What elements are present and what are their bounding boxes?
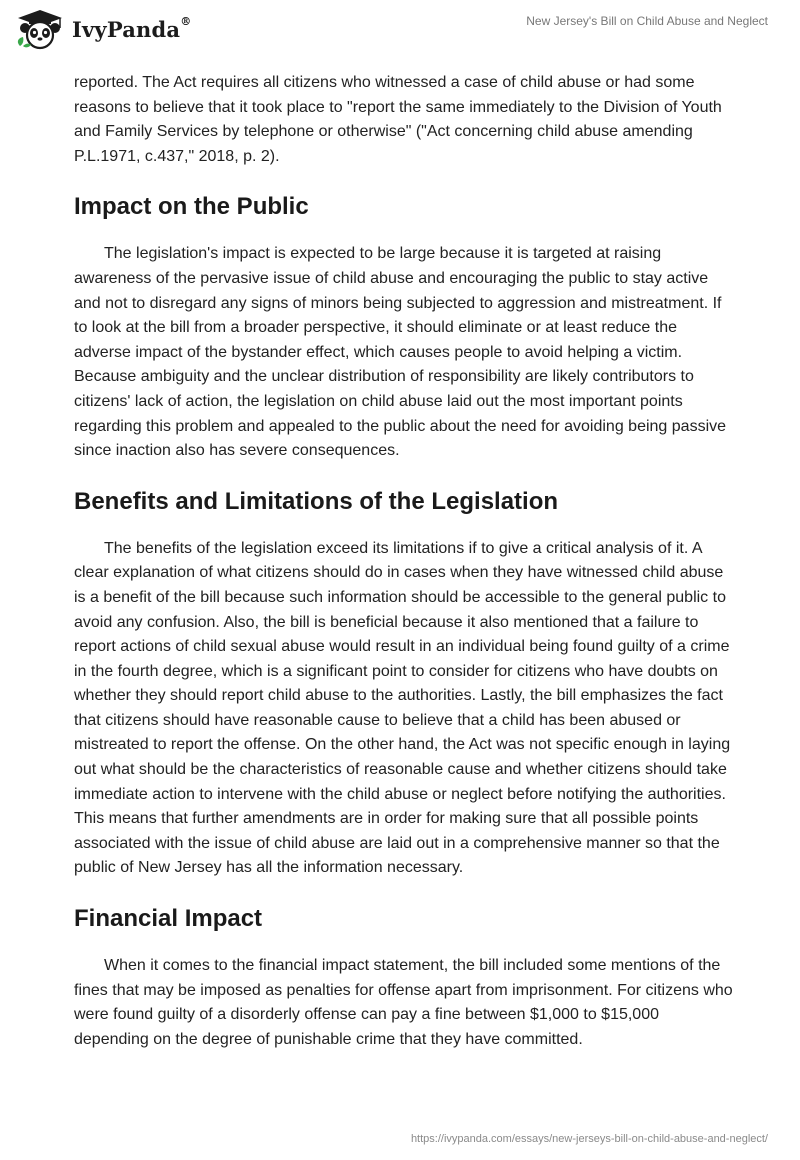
section-paragraph-benefits-limitations: The benefits of the legislation exceed its limitations if to give a critical analysis of it. A clear explanation of what citizens should do in cases when they have witnessed child abuse is a benefit of the bill because such information should be accessible to the general public to avoid any confusion. Also, the bill is beneficial because it also mentioned that a failure to report actions of child sexual abuse would result in an individual being found guilty of a crime in the fourth degree, which is a significant point to consider for citizens who have doubts on whether they should report child abuse to the authorities. Lastly, the bill emphasizes the fact that citizens should have reasonable cause to believe that a child has been abused or mistreated to report the offense. On the other hand, the Act was not specific enough in laying out what should be the characteristics of reasonable cause and whether citizens should take immediate action to intervene with the child abuse or neglect before notifying the authorities. This means that further amendments are in order for making sure that all possible points associated with the issue of child abuse are laid out in a comprehensive manner so that the public of New Jersey has all the information necessary. [74, 539, 731, 877]
ivypanda-logo[interactable] [14, 8, 191, 50]
intro-paragraph: reported. The Act requires all citizens who witnessed a case of child abuse or had some reasons to believe that it took place to "report the same immediately to the Division of Youth and Family Services by telephone or otherwise" ("Act concerning child abuse amending P.L.1971, c.437," 2018, p. 2). [74, 74, 722, 165]
section-heading-benefits-limitations: Benefits and Limitations of the Legislation [74, 487, 559, 515]
page-header [0, 0, 800, 70]
essay-body [74, 71, 734, 1052]
logo-wordmark: IvyPanda® [72, 14, 192, 42]
section-paragraph-financial-impact: When it comes to the financial impact statement, the bill included some mentions of the fines that may be imposed as penalties for offense apart from imprisonment. For citizens who were found guilty of a disorderly offense can pay a fine between $1,000 to $15,000 depending on the degree of punishable crime that they have committed. [74, 957, 733, 1048]
section-paragraph-impact-on-public: The legislation's impact is expected to be large because it is targeted at raising awareness of the pervasive issue of child abuse and encouraging the public to stay active and not to disregard any signs of minors being subjected to aggression and mistreatment. If to look at the bill from a broader perspective, it should eliminate or at least reduce the adverse impact of the bystander effect, which causes people to avoid helping a victim. Because ambiguity and the unclear distribution of responsibility are likely contributors to citizens' lack of action, the legislation on child abuse laid out the most important points regarding this problem and appealed to the public about the need for avoiding being passive since inaction also has severe consequences. [74, 245, 727, 460]
source-url-link[interactable]: https://ivypanda.com/essays/new-jerseys-bill-on-child-abuse-and-neglect/ [410, 1133, 768, 1145]
section-heading-financial-impact: Financial Impact [74, 905, 263, 933]
section-heading-impact-on-public: Impact on the Public [74, 193, 309, 221]
document-title: New Jersey's Bill on Child Abuse and Neglect [526, 14, 768, 28]
panda-graduate-icon [14, 8, 66, 50]
